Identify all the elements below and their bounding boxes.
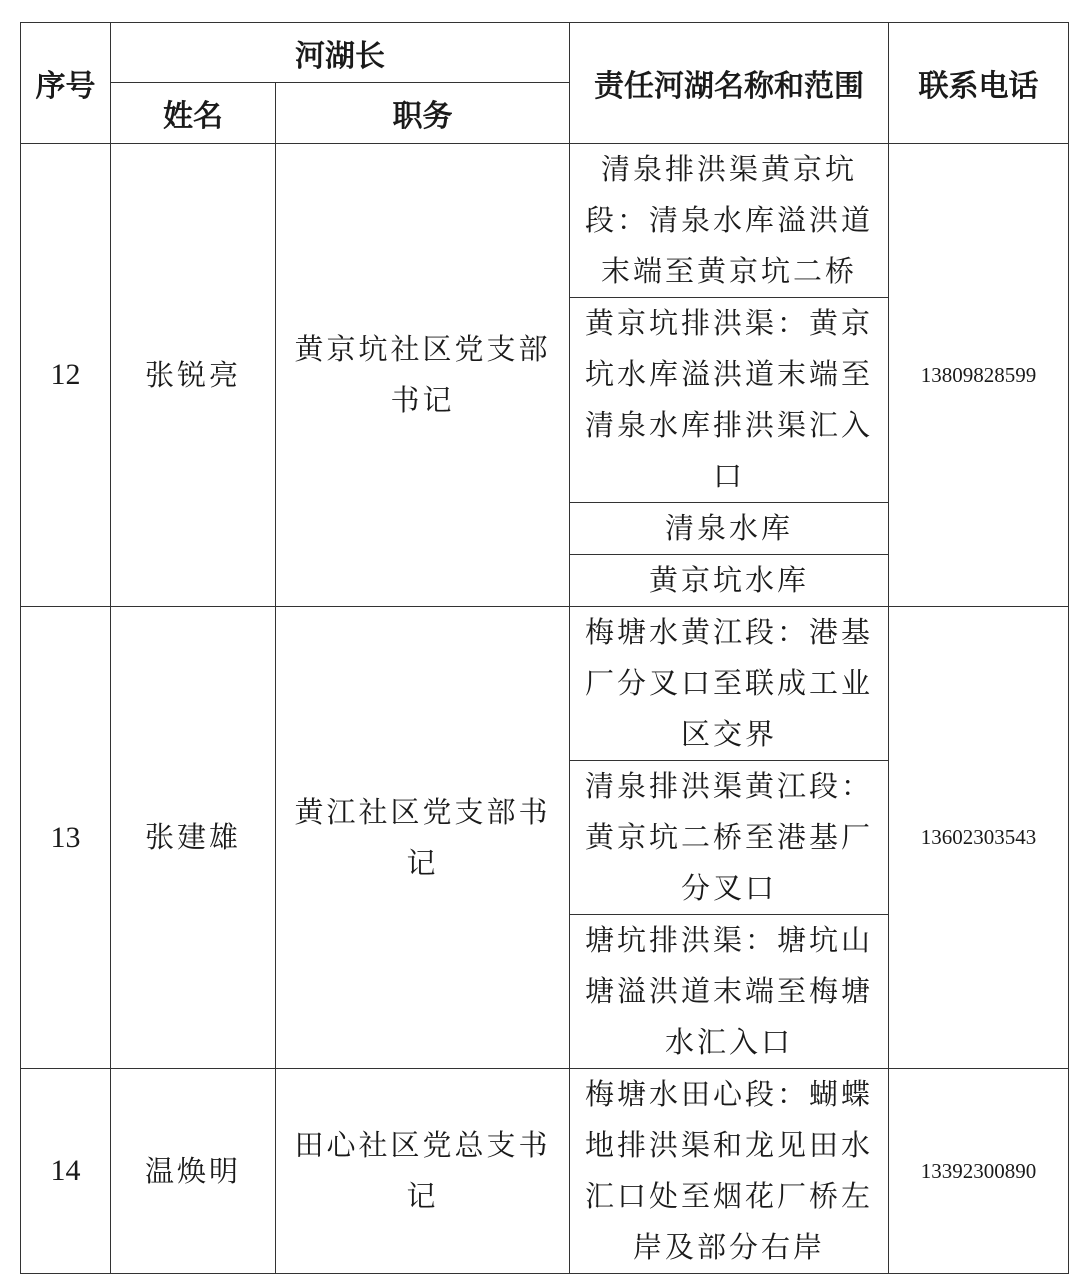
position-cell	[276, 144, 570, 607]
name-cell: 张建雄	[111, 607, 276, 1069]
position-text: 田心社区党总支书记	[294, 1128, 551, 1213]
scope-cell: 梅塘水黄江段：港基厂分叉口至联成工业区交界	[570, 607, 889, 761]
name-cell: 温焕明	[111, 1069, 276, 1274]
table-row	[21, 1069, 1069, 1274]
header-seq: 序号	[21, 23, 111, 144]
scope-cell: 清泉排洪渠黄京坑段：清泉水库溢洪道末端至黄京坑二桥	[570, 144, 889, 298]
phone-cell: 13392300890	[889, 1069, 1069, 1274]
header-chief-group: 河湖长	[111, 23, 570, 83]
position-text: 黄京坑社区党支部书记	[294, 332, 551, 417]
header-scope: 责任河湖名称和范围	[570, 23, 889, 144]
header-phone: 联系电话	[889, 23, 1069, 144]
header-position: 职务	[276, 83, 570, 144]
scope-cell: 清泉水库	[570, 503, 889, 555]
phone-cell: 13809828599	[889, 144, 1069, 607]
seq-cell: 13	[21, 607, 111, 1069]
header-name: 姓名	[111, 83, 276, 144]
seq-cell: 12	[21, 144, 111, 607]
name-cell: 张锐亮	[111, 144, 276, 607]
scope-cell: 梅塘水田心段：蝴蝶地排洪渠和龙见田水汇口处至烟花厂桥左岸及部分右岸	[570, 1069, 889, 1274]
scope-cell: 黄京坑水库	[570, 555, 889, 607]
phone-cell: 13602303543	[889, 607, 1069, 1069]
scope-cell: 黄京坑排洪渠：黄京坑水库溢洪道末端至清泉水库排洪渠汇入口	[570, 298, 889, 503]
position-cell	[276, 607, 570, 1069]
scope-cell: 清泉排洪渠黄江段：黄京坑二桥至港基厂分叉口	[570, 761, 889, 915]
position-cell	[276, 1069, 570, 1274]
river-chief-table	[20, 22, 1069, 1274]
seq-cell: 14	[21, 1069, 111, 1274]
table-row	[21, 144, 1069, 298]
header-row-1	[21, 23, 1069, 83]
table-row	[21, 607, 1069, 761]
position-text: 黄江社区党支部书记	[294, 794, 551, 880]
scope-cell: 塘坑排洪渠：塘坑山塘溢洪道末端至梅塘水汇入口	[570, 915, 889, 1069]
